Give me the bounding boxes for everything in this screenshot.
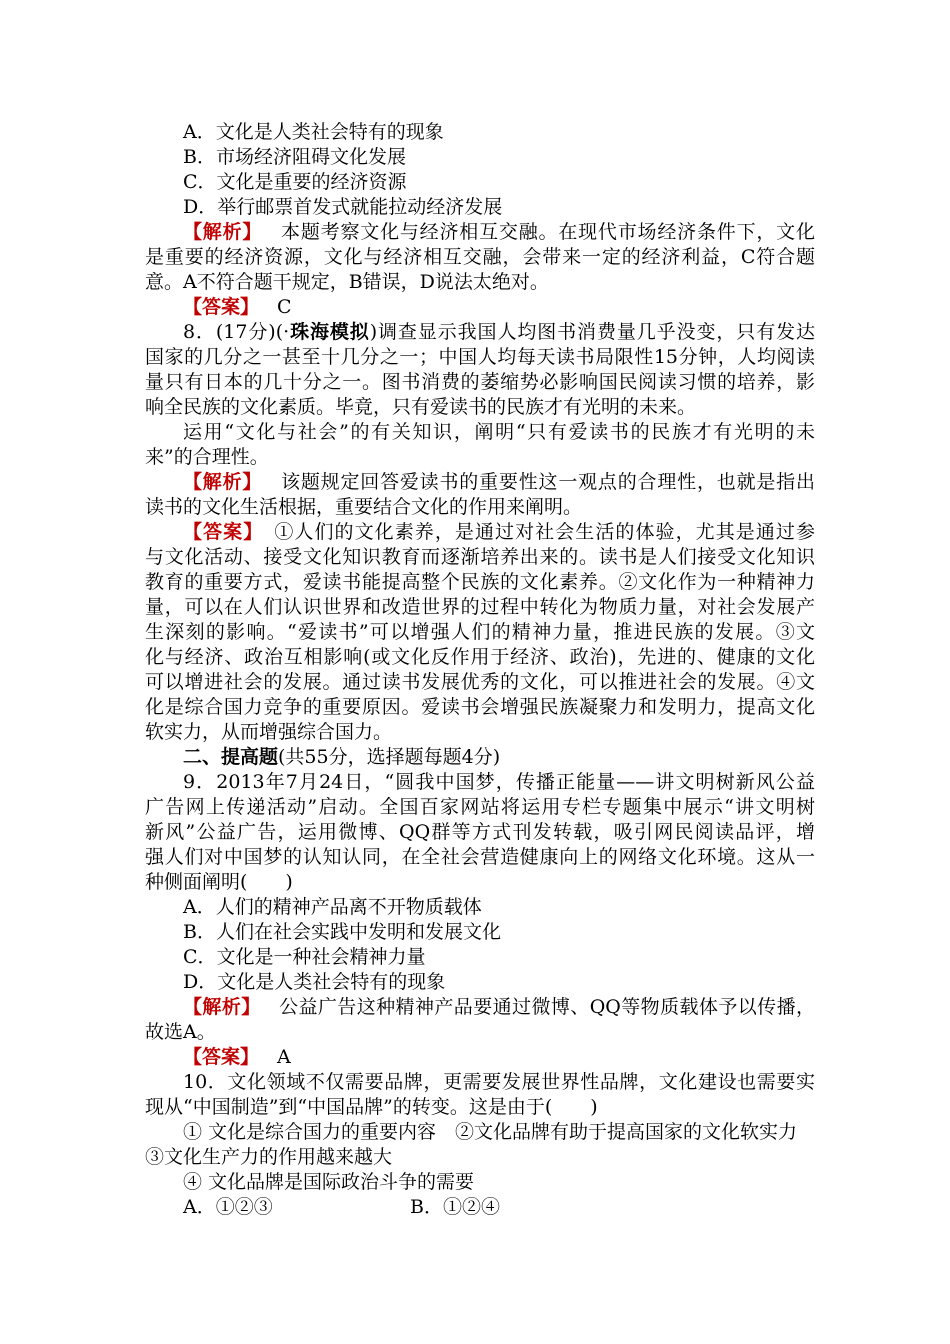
q9-analysis-line-1 — [145, 995, 815, 1020]
q10-option-b: B．①②④ — [410, 1196, 500, 1218]
q8-answer-text-1: ①人们的文化素养，是通过对社会生活的体验，尤其是通过参 — [273, 521, 815, 543]
q9-option-d: D．文化是人类社会特有的现象 — [183, 971, 446, 993]
q8-analysis-line-1 — [145, 470, 815, 495]
q8-stem-line-4: 响全民族的文化素质。毕竟，只有爱读书的民族才有光明的未来。 — [145, 396, 697, 418]
q9-analysis-label: 【解析】 — [183, 996, 261, 1018]
section-2-note: (共55分，选择题每题4分) — [278, 746, 501, 768]
q10-stem-line-2: 现从“中国制造”到“中国品牌”的转变。这是由于( ) — [145, 1096, 598, 1118]
q10-statements-line-1: ① 文化是综合国力的重要内容 ②文化品牌有助于提高国家的文化软实力 — [183, 1121, 798, 1143]
q9-stem-line-2: 广告网上传递活动”启动。全国百家网站将运用专栏专题集中展示“讲文明树 — [145, 796, 815, 818]
q10-statements-line-2: ③文化生产力的作用越来越大 — [145, 1146, 393, 1168]
q7-analysis-line-3: 意。A不符合题干规定，B错误，D说法太绝对。 — [145, 271, 549, 293]
q7-option-a: A．文化是人类社会特有的现象 — [183, 121, 444, 143]
q9-answer-line — [145, 1045, 815, 1070]
q9-option-c: C．文化是一种社会精神力量 — [183, 946, 426, 968]
q10-statements-line-3: ④ 文化品牌是国际政治斗争的需要 — [183, 1171, 475, 1193]
q8-analysis-line-2: 读书的文化生活根据，重要结合文化的作用来阐明。 — [145, 496, 583, 518]
document-page — [145, 120, 815, 1220]
q7-answer-label: 【答案】 — [183, 296, 260, 318]
q8-analysis-label: 【解析】 — [183, 471, 263, 493]
q8-answer-label: 【答案】 — [183, 521, 264, 543]
section-2-title: 二、提高题 — [183, 746, 279, 768]
q8-question-line-1: 运用“文化与社会”的有关知识，阐明“只有爱读书的民族才有光明的未 — [183, 421, 815, 443]
q8-prefix: 8．(17分)(· — [183, 321, 290, 343]
section-2-heading — [145, 745, 815, 770]
q8-stem-first: )调查显示我国人均图书消费量几乎没变，只有发达 — [369, 321, 815, 343]
q10-stem-line-1: 10．文化领域不仅需要品牌，更需要发展世界性品牌，文化建设也需要实 — [183, 1071, 815, 1093]
q8-source: 珠海模拟 — [289, 321, 370, 343]
q10-options-row — [145, 1195, 815, 1220]
q7-option-c: C．文化是重要的经济资源 — [183, 171, 407, 193]
q9-analysis-text-1: 公益广告这种精神产品要通过微博、QQ等物质载体予以传播， — [278, 996, 815, 1018]
q9-stem-line-5: 种侧面阐明( ) — [145, 871, 293, 893]
q9-analysis-line-2: 故选A。 — [145, 1021, 216, 1043]
q8-answer-line-7: 可以增进社会的发展。通过读书发展优秀的文化，可以推进社会的发展。④文 — [145, 671, 815, 693]
q7-analysis-line-2: 是重要的经济资源，文化与经济相互交融，会带来一定的经济利益，C符合题 — [145, 246, 815, 268]
q8-answer-line-1 — [145, 520, 815, 545]
q7-answer-value: C — [277, 296, 292, 318]
q7-analysis-text-1: 本题考察文化与经济相互交融。在现代市场经济条件下，文化 — [280, 221, 815, 243]
q9-stem-line-4: 强人们对中国梦的认知认同，在全社会营造健康向上的网络文化环境。这从一 — [145, 846, 815, 868]
q8-stem-line-3: 量只有日本的几十分之一。图书消费的萎缩势必影响国民阅读习惯的培养，影 — [145, 371, 815, 393]
q9-answer-value: A — [277, 1046, 291, 1068]
q8-answer-line-4: 量，可以在人们认识世界和改造世界的过程中转化为物质力量，对社会发展产 — [145, 596, 815, 618]
q7-analysis-line-1 — [145, 220, 815, 245]
q9-stem-line-1: 9．2013年7月24日，“圆我中国梦，传播正能量——讲文明树新风公益 — [183, 771, 815, 793]
q9-stem-line-3: 新风”公益广告，运用微博、QQ群等方式刊发转载，吸引网民阅读品评，增 — [145, 821, 815, 843]
q8-answer-line-6: 化与经济、政治互相影响(或文化反作用于经济、政治)，先进的、健康的文化 — [145, 646, 815, 668]
q8-question-line-2: 来”的合理性。 — [145, 446, 269, 468]
q9-option-b: B．人们在社会实践中发明和发展文化 — [183, 921, 501, 943]
q7-answer-line — [145, 295, 815, 320]
q8-analysis-text-1: 该题规定回答爱读书的重要性这一观点的合理性，也就是指出 — [280, 471, 815, 493]
q9-option-a: A．人们的精神产品离不开物质载体 — [183, 896, 482, 918]
q8-answer-line-2: 与文化活动、接受文化知识教育而逐渐培养出来的。读书是人们接受文化知识 — [145, 546, 815, 568]
q10-option-a: A．①②③ — [183, 1196, 273, 1218]
q8-stem-line-1 — [145, 320, 815, 345]
q8-answer-line-5: 生深刻的影响。“爱读书”可以增强人们的精神力量，推进民族的发展。③文 — [145, 621, 815, 643]
q7-option-b: B．市场经济阻碍文化发展 — [183, 146, 406, 168]
q9-answer-label: 【答案】 — [183, 1046, 260, 1068]
q7-option-d: D．举行邮票首发式就能拉动经济发展 — [183, 196, 503, 218]
q7-analysis-label: 【解析】 — [183, 221, 263, 243]
q8-stem-line-2: 国家的几分之一甚至十几分之一；中国人均每天读书局限性15分钟，人均阅读 — [145, 346, 815, 368]
q8-answer-line-9: 软实力，从而增强综合国力。 — [145, 721, 393, 743]
q8-answer-line-3: 教育的重要方式，爱读书能提高整个民族的文化素养。②文化作为一种精神力 — [145, 571, 815, 593]
q8-answer-line-8: 化是综合国力竞争的重要原因。爱读书会增强民族凝聚力和发明力，提高文化 — [145, 696, 815, 718]
